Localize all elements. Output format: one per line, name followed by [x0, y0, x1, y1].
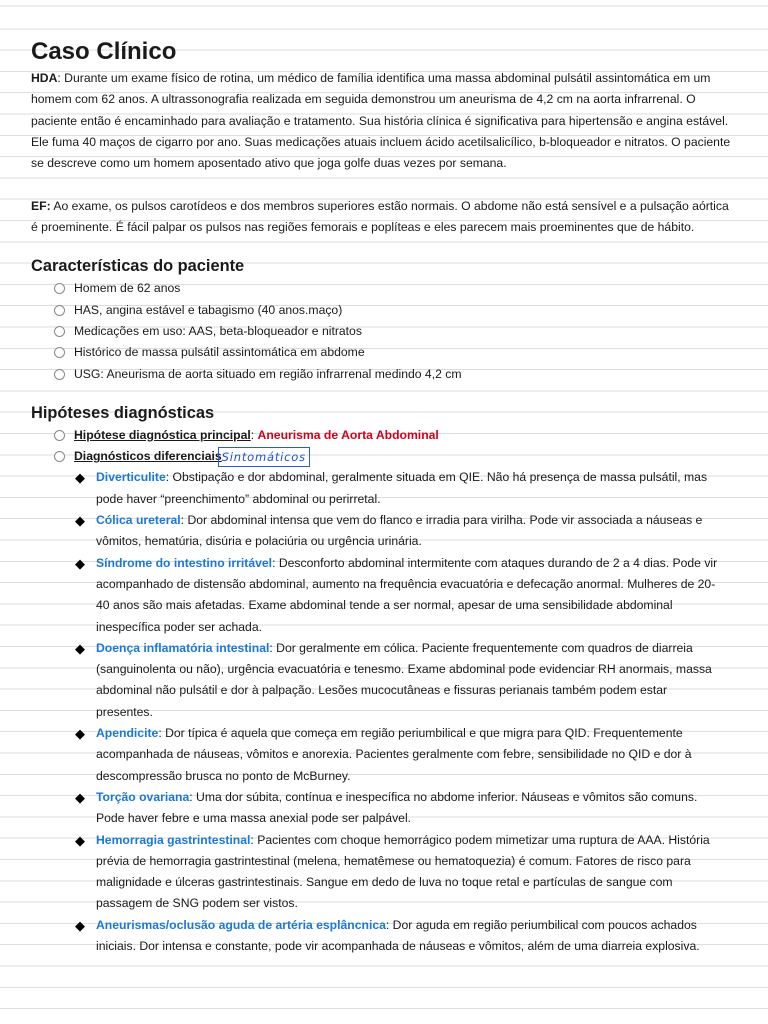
hypotheses-title: Hipóteses diagnósticas: [31, 403, 215, 422]
diamond-bullet-icon: ◆: [75, 640, 85, 656]
diamond-bullet-icon: ◆: [75, 555, 85, 571]
list-item: [54, 278, 731, 299]
differential-text: : Desconforto abdominal intermitente com ataques durando de 2 a 4 dias. Pode vir acompanhado de distensão abdominal, aumento na frequência evacuatória e defecação anormal. Mulheres de 20-40 anos são mais afetadas. Exame abdominal tende a ser normal, apesar de uma sensibilidade abdominal inespecífica poder ser achada.: [96, 555, 718, 634]
differential-item: [74, 510, 726, 553]
diamond-bullet-icon: ◆: [75, 789, 85, 805]
handwritten-annotation: Sintomáticos: [218, 447, 310, 467]
hypotheses-list: [54, 425, 731, 468]
diamond-bullet-icon: ◆: [75, 832, 85, 848]
hda-label: HDA: [31, 71, 58, 85]
circle-bullet-icon: [54, 430, 65, 441]
differential-item: [74, 638, 726, 723]
differential-name: Doença inflamatória intestinal: [96, 640, 270, 655]
characteristics-title: Características do paciente: [31, 257, 245, 276]
circle-bullet-icon: [54, 451, 65, 462]
list-item: [54, 342, 731, 363]
list-item: [54, 321, 731, 342]
ef-text: Ao exame, os pulsos carotídeos e dos membros superiores estão normais. O abdome não está sensível e a pulsação aórtica é proeminente. É fácil palpar os pulsos nas regiões femorais e poplíteas e eles parecem mais proeminentes que de hábito.: [31, 198, 729, 235]
main-hypothesis-item: [54, 425, 731, 446]
diamond-bullet-icon: ◆: [75, 726, 85, 742]
page-title: Caso Clínico: [31, 38, 177, 65]
note-page: [31, 38, 731, 957]
circle-bullet-icon: [54, 347, 65, 358]
characteristics-list: [54, 278, 731, 384]
circle-bullet-icon: [54, 326, 65, 337]
circle-bullet-icon: [54, 305, 65, 316]
circle-bullet-icon: [54, 369, 65, 380]
hda-text: : Durante um exame físico de rotina, um médico de família identifica uma massa abdominal pulsátil assintomática em um homem com 62 anos. A ultrassonografia realizada em seguida demonstrou um aneurisma de 4,2 cm na aorta infrarrenal. O paciente então é encaminhado para avaliação e tratamento. Sua história clínica é significativa para hipertensão e angina estável. Ele fuma 40 maços de cigarro por ano. Suas medicações atuais incluem ácido acetilsalicílico, b-bloqueador e nitratos. O paciente se descreve como um homem aposentado ativo que joga golfe duas vezes por semana.: [31, 71, 731, 171]
list-item-text: USG: Aneurisma de aorta situado em região infrarrenal medindo 4,2 cm: [74, 366, 462, 381]
spacer: [31, 174, 731, 195]
differential-text: : Dor abdominal intensa que vem do flanco e irradia para virilha. Pode vir associada a náuseas e vômitos, hematúria, disúria e polaciúria ou urgência urinária.: [96, 513, 703, 549]
differentials-label: Diagnósticos diferenciais: [74, 449, 222, 464]
differential-name: Torção ovariana: [96, 789, 190, 804]
differential-name: Hemorragia gastrintestinal: [96, 832, 251, 847]
differential-name: Síndrome do intestino irritável: [96, 555, 273, 570]
differential-item: [74, 915, 726, 958]
list-item: [54, 300, 731, 321]
differential-text: : Pacientes com choque hemorrágico podem mimetizar uma ruptura de AAA. História prévia de hemorragia gastrintestinal (melena, hematêmese ou hematoquezia) é comum. Fatores de risco para malignidade e úlceras gastrintestinais. Sangue em dedo de luva no toque retal e partículas de sangue com passagem de SNG podem ser vistos.: [96, 832, 710, 911]
differential-name: Aneurismas/oclusão aguda de artéria esplâncnica: [96, 917, 386, 932]
ef-label: EF:: [31, 198, 51, 213]
differential-text: : Dor geralmente em cólica. Paciente frequentemente com quadros de diarreia (sanguinolenta ou não), urgência evacuatória e tenesmo. Exame abdominal pode evidenciar RH anormais, massa abdominal não pulsátil e dor à palpação. Lesões mucocutâneas e fissuras perianais também podem estar presentes.: [96, 640, 712, 719]
differential-text: : Dor típica é aquela que começa em região periumbilical e que migra para QID. Frequentemente acompanhada de náuseas, vômitos e anorexia. Pacientes geralmente com febre, sensibilidade no QID e dor à descompressão brusca no ponto de McBurney.: [96, 726, 692, 783]
list-item-text: HAS, angina estável e tabagismo (40 anos.maço): [74, 302, 343, 317]
hda-paragraph: [31, 68, 731, 174]
differential-text: : Dor aguda em região periumbilical com poucos achados iniciais. Dor intensa e constante, pode vir acompanhada de náuseas e vômitos, além de uma diarreia explosiva.: [96, 917, 700, 953]
differentials-list: [74, 467, 731, 957]
differential-name: Cólica ureteral: [96, 513, 181, 528]
differentials-item: [54, 446, 731, 467]
differential-item: [74, 723, 726, 787]
ef-paragraph: [31, 196, 731, 239]
differential-text: : Obstipação e dor abdominal, geralmente situada em QIE. Não há presença de massa pulsátil, mas pode haver “preenchimento” abdominal ou perirretal.: [96, 470, 708, 506]
list-item-text: Histórico de massa pulsátil assintomática em abdome: [74, 345, 365, 360]
circle-bullet-icon: [54, 283, 65, 294]
differential-item: [74, 467, 726, 510]
differential-name: Diverticulite: [96, 470, 166, 485]
diamond-bullet-icon: ◆: [75, 513, 85, 529]
list-item-text: Homem de 62 anos: [74, 281, 181, 296]
diamond-bullet-icon: ◆: [75, 917, 85, 933]
differential-item: [74, 830, 726, 915]
main-hypothesis-label: Hipótese diagnóstica principal: [74, 427, 251, 442]
main-hypothesis-value: Aneurisma de Aorta Abdominal: [257, 427, 439, 442]
diamond-bullet-icon: ◆: [75, 470, 85, 486]
differential-name: Apendicite: [96, 726, 159, 741]
list-item: [54, 364, 731, 385]
main-hypothesis-sep: :: [250, 427, 258, 442]
differential-text: : Uma dor súbita, contínua e inespecífica no abdome inferior. Náuseas e vômitos são comuns. Pode haver febre e uma massa anexial pode ser palpável.: [96, 789, 698, 826]
differential-item: [74, 787, 726, 830]
differential-item: [74, 553, 726, 638]
list-item-text: Medicações em uso: AAS, beta-bloqueador e nitratos: [74, 323, 362, 338]
